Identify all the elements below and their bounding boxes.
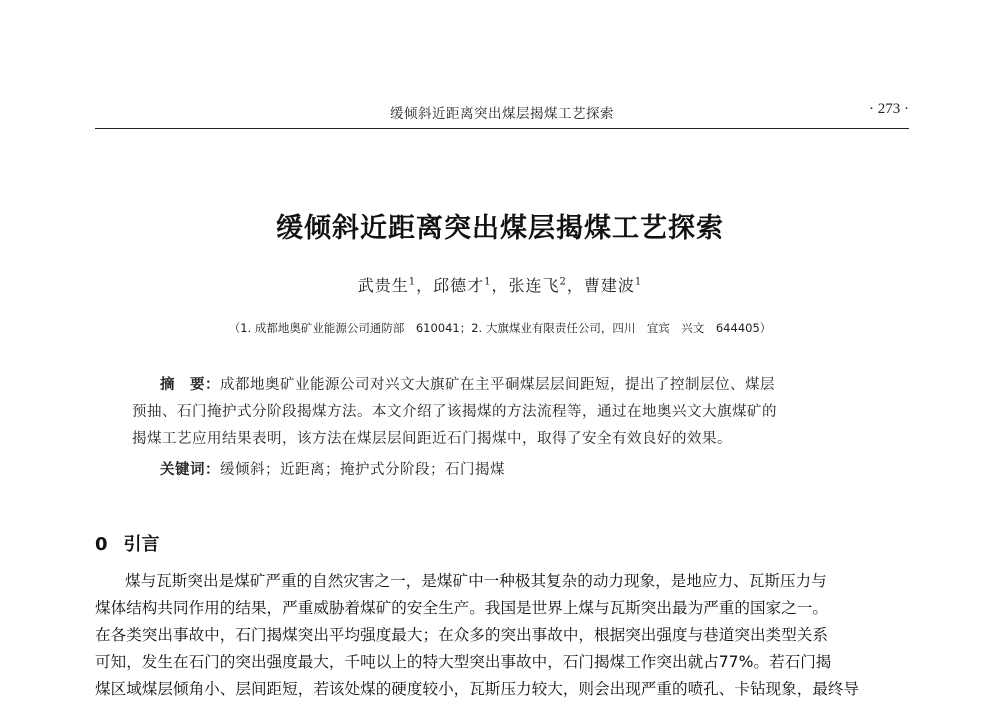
author-list bbox=[0, 273, 1000, 296]
body-line: 煤体结构共同作用的结果，严重威胁着煤矿的安全生产。我国是世界上煤与瓦斯突出最为严重的国家之一。 bbox=[95, 599, 828, 617]
abstract-line: 预抽、石门掩护式分阶段揭煤方法。本文介绍了该揭煤的方法流程等，通过在地奥兴文大旗煤矿的 bbox=[132, 404, 777, 420]
author-separator: ， bbox=[416, 276, 434, 295]
keywords-label: 关键词： bbox=[160, 462, 220, 478]
affiliation: （1. 成都地奥矿业能源公司通防部 610041；2. 大旗煤业有限责任公司，四川 宜宾 兴文 644405） bbox=[228, 321, 772, 335]
section-number: 0 bbox=[95, 534, 108, 555]
section-body bbox=[95, 568, 910, 703]
section-heading bbox=[95, 530, 160, 556]
abstract-line: 揭煤工艺应用结果表明，该方法在煤层层间距近石门揭煤中，取得了安全有效良好的效果。 bbox=[132, 431, 732, 447]
running-header bbox=[95, 92, 909, 129]
abstract bbox=[132, 372, 877, 453]
body-line: 煤区域煤层倾角小、层间距短，若该处煤的硬度较小，瓦斯压力较大，则会出现严重的喷孔、卡钻现象，最终导 bbox=[95, 680, 860, 698]
author-affiliation-mark: 1 bbox=[408, 276, 417, 288]
author-separator: ， bbox=[566, 276, 584, 295]
author-affiliation-mark: 1 bbox=[484, 276, 492, 288]
keywords bbox=[160, 458, 860, 479]
page-number: · 273 · bbox=[869, 101, 909, 117]
abstract-line bbox=[132, 372, 877, 399]
author-name: 武贵生 bbox=[357, 276, 409, 295]
author-name: 邱德才 bbox=[433, 276, 485, 295]
abstract-text: 成都地奥矿业能源公司对兴文大旗矿在主平硐煤层层间距短，提出了控制层位、煤层 bbox=[220, 377, 775, 393]
keywords-text: 缓倾斜；近距离；掩护式分阶段；石门揭煤 bbox=[220, 462, 505, 478]
body-line: 在各类突出事故中，石门揭煤突出平均强度最大；在众多的突出事故中，根据突出强度与巷道突出类型关系 bbox=[95, 626, 828, 644]
author-affiliation-mark: 2 bbox=[559, 276, 567, 288]
section-title: 引言 bbox=[123, 534, 160, 555]
author-name: 曹建波 bbox=[583, 276, 635, 295]
abstract-label: 摘 要： bbox=[160, 377, 220, 393]
author-separator: ， bbox=[491, 276, 509, 295]
running-title: 缓倾斜近距离突出煤层揭煤工艺探索 bbox=[390, 106, 614, 122]
author-name: 张连飞 bbox=[508, 276, 560, 295]
body-line: 可知，发生在石门的突出强度最大，千吨以上的特大型突出事故中，石门揭煤工作突出就占77%。若石门揭 bbox=[95, 653, 832, 671]
paper-title: 缓倾斜近距离突出煤层揭煤工艺探索 bbox=[276, 213, 724, 244]
author-affiliation-mark: 1 bbox=[634, 276, 643, 288]
body-line: 煤与瓦斯突出是煤矿严重的自然灾害之一，是煤矿中一种极其复杂的动力现象，是地应力、瓦斯压力与 bbox=[125, 572, 827, 590]
